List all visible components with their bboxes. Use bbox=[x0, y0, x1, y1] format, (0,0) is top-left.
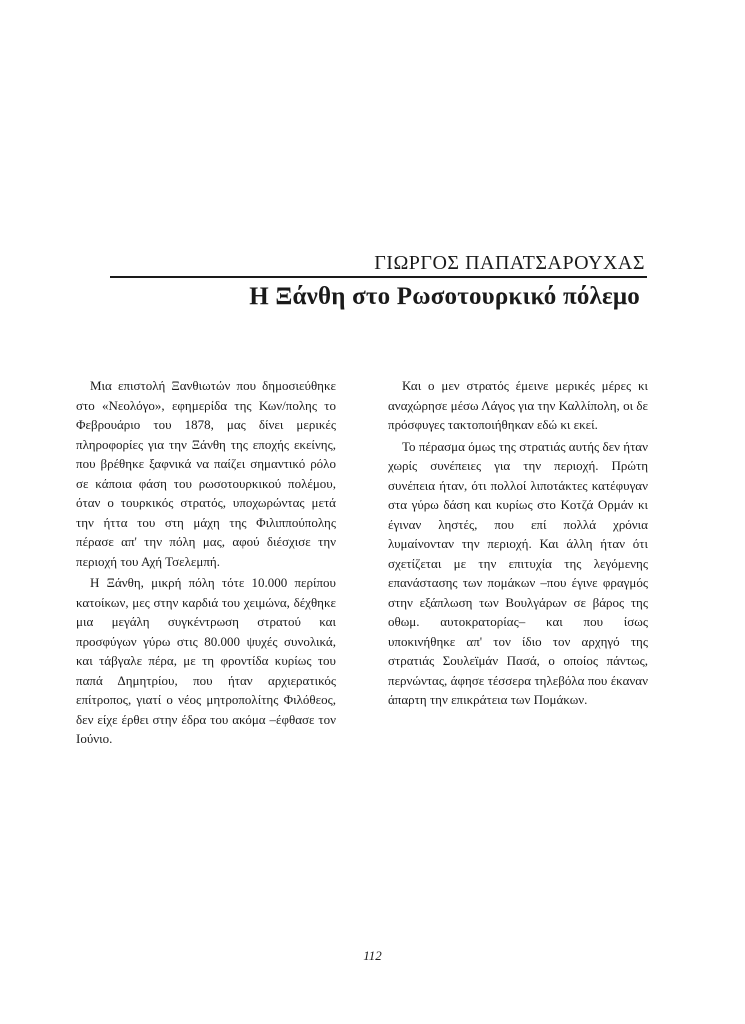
paragraph: Και ο μεν στρατός έμεινε μερικές μέρες κι αναχώρησε μέσω Λάγος για την Καλλίπολη, οι δε πρόσφυγες τακτοποιήθηκαν εδώ κι εκεί. bbox=[388, 378, 648, 432]
article-title: Η Ξάνθη στο Ρωσοτουρκικό πόλεμο bbox=[249, 283, 640, 310]
page-number: 112 bbox=[363, 948, 382, 963]
paragraph: Μια επιστολή Ξανθιωτών που δημοσιεύθηκε στο «Νεολόγο», εφημερίδα της Κων/πολης το Φεβρουάριο του 1878, μας δίνει μερικές πληροφορίες για την Ξάνθη της εποχής εκείνης, που βρέθηκε ξαφνικά να παίζει σημαντικό ρόλο σε κάποια φάση του ρωσοτουρκικού πολέμου, όταν ο τουρκικός στρατός, υποχωρώντας μετά την ήττα του στη μάχη της Φιλιππούπολης πέρασε απ' την πόλη μας, αφού διέσχισε την περιοχή του Αχή Τσελεμπή. bbox=[76, 378, 336, 569]
title-rule bbox=[110, 276, 647, 278]
paragraph: Το πέρασμα όμως της στρατιάς αυτής δεν ήταν χωρίς συνέπειες για την περιοχή. Πρώτη συνέπεια ήταν, ότι πολλοί λιποτάκτες κατέφυγαν στα γύρω δάση και κυρίως στο Κοτζά Ορμάν κι έγιναν ληστές, που επί πολλά χρόνια λυμαίνονταν την περιοχή. Και άλλη ήταν ότι σχετίζεται με την επιτυχία της λεγόμενης επανάστασης των πομάκων –που έγινε φραγμός στην εξάπλωση των Βουλγάρων σε βάρος της οθωμ. αυτοκρατορίας– και που ίσως υποκινήθηκε απ' τον ίδιο τον αρχηγό της στρατιάς Σουλεϊμάν Πασά, ο οποίος πάντως, περνώντας, άφησε τέσσερα τηλεβόλα που έκαναν άπαρτη την επικράτεια των Πομάκων. bbox=[388, 438, 648, 707]
left-column bbox=[76, 376, 336, 749]
author-name: ΓΙΩΡΓΟΣ ΠΑΠΑΤΣΑΡΟΥΧΑΣ bbox=[374, 252, 645, 274]
paragraph: Η Ξάνθη, μικρή πόλη τότε 10.000 περίπου κατοίκων, μες στην καρδιά του χειμώνα, δέχθηκε μια μεγάλη συγκέντρωση στρατού και προσφύγων γύρω στις 80.000 ψυχές συνολικά, και τάβγαλε πέρα, με τη φροντίδα κυρίως του παπά Δημητρίου, που ήταν αρχιερατικός επίτροπος, γιατί ο νέος μητροπολίτης Φιλόθεος, δεν είχε έρθει στην έδρα του ακόμα –έφθασε τον Ιούνιο. bbox=[76, 575, 336, 746]
right-column bbox=[388, 376, 648, 710]
